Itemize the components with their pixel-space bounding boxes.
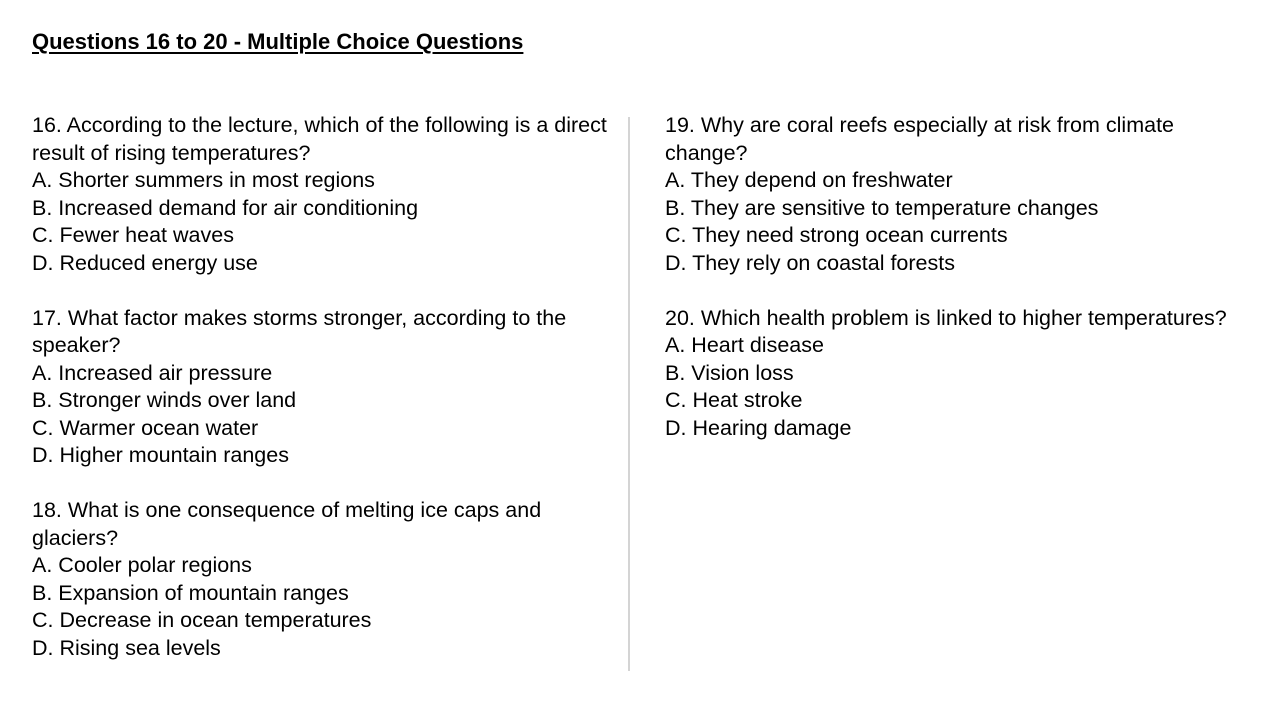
question-19-option-d: D. They rely on coastal forests [665, 250, 955, 275]
question-20-option-a: A. Heart disease [665, 333, 824, 357]
question-16-option-c: C. Fewer heat waves [32, 223, 234, 247]
question-16-option-d: D. Reduced energy use [32, 250, 258, 275]
question-18 [32, 497, 612, 662]
left-column [32, 112, 612, 690]
question-17-options [32, 360, 612, 470]
question-19-text: 19. Why are coral reefs especially at risk from climate change? [665, 113, 1174, 165]
question-19-option-a: A. They depend on freshwater [665, 168, 953, 192]
question-20 [665, 305, 1240, 443]
question-19 [665, 112, 1240, 277]
page-title: Questions 16 to 20 - Multiple Choice Questions [32, 29, 524, 54]
question-16 [32, 112, 612, 277]
question-16-option-b: B. Increased demand for air conditioning [32, 195, 419, 220]
question-20-option-d: D. Hearing damage [665, 415, 852, 440]
question-20-option-c: C. Heat stroke [665, 388, 803, 412]
question-20-options [665, 332, 1240, 442]
question-17 [32, 305, 612, 470]
question-18-options [32, 552, 612, 662]
question-20-option-b: B. Vision loss [665, 360, 794, 385]
question-16-options [32, 167, 612, 277]
question-18-option-c: C. Decrease in ocean temperatures [32, 608, 372, 632]
question-18-option-d: D. Rising sea levels [32, 635, 221, 660]
question-18-option-a: A. Cooler polar regions [32, 553, 252, 577]
question-17-text: 17. What factor makes storms stronger, according to the speaker? [32, 305, 567, 357]
question-19-option-b: B. They are sensitive to temperature changes [665, 195, 1099, 220]
question-18-option-b: B. Expansion of mountain ranges [32, 580, 349, 605]
question-18-text: 18. What is one consequence of melting ice caps and glaciers? [32, 498, 542, 550]
question-19-option-c: C. They need strong ocean currents [665, 223, 1008, 247]
right-column [665, 112, 1240, 470]
question-17-option-a: A. Increased air pressure [32, 360, 273, 385]
question-19-options [665, 167, 1240, 277]
column-divider [628, 117, 630, 671]
question-20-text: 20. Which health problem is linked to higher temperatures? [665, 305, 1227, 330]
question-16-option-a: A. Shorter summers in most regions [32, 168, 375, 192]
question-17-option-c: C. Warmer ocean water [32, 415, 259, 440]
question-17-option-d: D. Higher mountain ranges [32, 443, 289, 467]
question-16-text: 16. According to the lecture, which of the following is a direct result of rising temperatures? [32, 113, 607, 165]
question-17-option-b: B. Stronger winds over land [32, 388, 297, 412]
